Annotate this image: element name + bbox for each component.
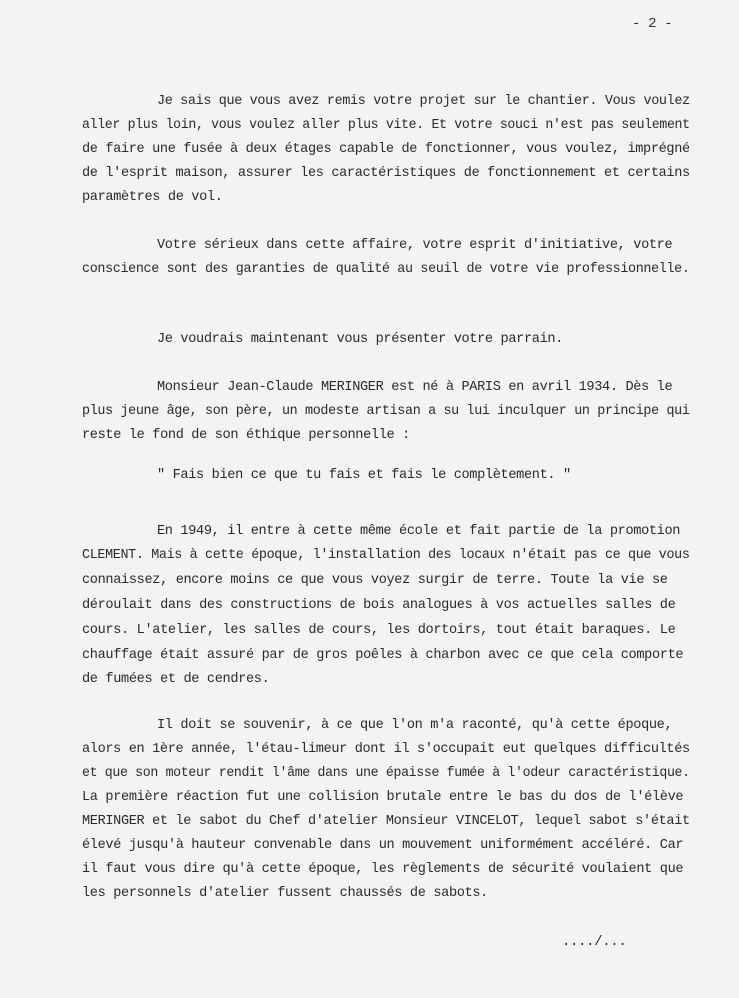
text-line: élevé jusqu'à hauteur convenable dans un mouvement uniformément accéléré. Car	[82, 838, 684, 853]
text-line: alors en 1ère année, l'étau-limeur dont il s'occupait eut quelques difficultés	[82, 742, 690, 757]
text-line: chauffage était assuré par de gros poêles à charbon avec ce que cela comporte	[82, 648, 684, 663]
text-line: Monsieur Jean-Claude MERINGER est né à PARIS en avril 1934. Dès le	[157, 380, 673, 395]
quote-line: " Fais bien ce que tu fais et fais le complètement. "	[157, 468, 571, 483]
text-line: Je voudrais maintenant vous présenter votre parrain.	[157, 332, 563, 347]
text-line: paramètres de vol.	[82, 190, 223, 205]
text-line: de l'esprit maison, assurer les caractéristiques de fonctionnement et certains	[82, 166, 690, 181]
text-line: Il doit se souvenir, à ce que l'on m'a raconté, qu'à cette époque,	[157, 718, 673, 733]
text-line: conscience sont des garanties de qualité au seuil de votre vie professionnelle.	[82, 262, 690, 277]
text-line: La première réaction fut une collision brutale entre le bas du dos de l'élève	[82, 790, 684, 805]
text-line: les personnels d'atelier fussent chaussés de sabots.	[82, 886, 488, 901]
continuation-mark: ..../...	[562, 934, 627, 950]
text-line: MERINGER et le sabot du Chef d'atelier Monsieur VINCELOT, lequel sabot s'était	[82, 814, 690, 829]
text-line: de faire une fusée à deux étages capable de fonctionner, vous voulez, imprégné	[82, 142, 690, 157]
text-line: déroulait dans des constructions de bois analogues à vos actuelles salles de	[82, 598, 676, 613]
text-line: cours. L'atelier, les salles de cours, les dortoirs, tout était baraques. Le	[82, 623, 676, 638]
text-line: il faut vous dire qu'à cette époque, les règlements de sécurité voulaient que	[82, 862, 684, 877]
text-line: Votre sérieux dans cette affaire, votre esprit d'initiative, votre	[157, 238, 673, 253]
text-line: En 1949, il entre à cette même école et fait partie de la promotion	[157, 524, 681, 539]
text-line: Je sais que vous avez remis votre projet sur le chantier. Vous voulez	[157, 94, 690, 109]
text-line: et que son moteur rendit l'âme dans une épaisse fumée à l'odeur caractéristique.	[82, 766, 690, 781]
text-line: de fumées et de cendres.	[82, 672, 270, 687]
text-line: CLEMENT. Mais à cette époque, l'installation des locaux n'était pas ce que vous	[82, 548, 690, 563]
text-line: aller plus loin, vous voulez aller plus vite. Et votre souci n'est pas seulement	[82, 118, 690, 133]
text-line: reste le fond de son éthique personnelle :	[82, 428, 410, 443]
page-number: - 2 -	[632, 16, 673, 32]
text-line: plus jeune âge, son père, un modeste artisan a su lui inculquer un principe qui	[82, 404, 690, 419]
text-line: connaissez, encore moins ce que vous voyez surgir de terre. Toute la vie se	[82, 573, 668, 588]
